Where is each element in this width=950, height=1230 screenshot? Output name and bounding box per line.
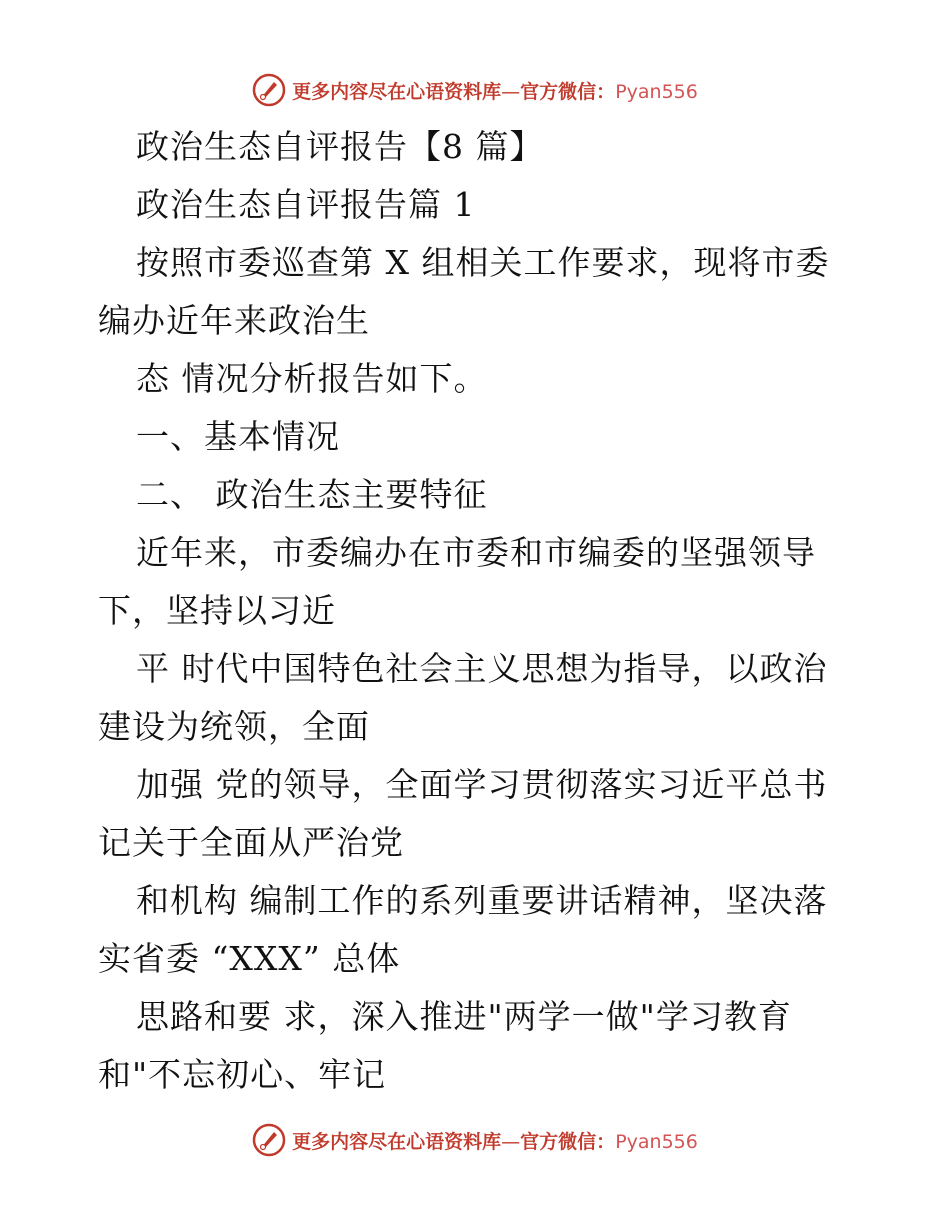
banner-text [292,1127,698,1154]
document-body [98,118,838,1104]
banner-wechat-label: 官方微信： [520,1130,616,1153]
paragraph-line: 按照市委巡查第 X 组相关工作要求，现将市委 [136,243,830,282]
banner-brand: 更多内容尽在心语资料库 [292,1130,502,1153]
banner-text [292,77,698,104]
header-banner [0,70,950,110]
paragraph-line: 记关于全面从严治党 [98,823,404,862]
paragraph-line: 思路和要 求，深入推进"两学一做"学习教育 [136,997,792,1036]
paragraph-line: 政治生态自评报告篇 1 [136,185,476,224]
banner-separator: — [501,80,521,103]
paragraph-line: 一、基本情况 [136,417,340,456]
paragraph-line: 二、 政治生态主要特征 [136,475,488,514]
footer-banner [0,1120,950,1160]
paragraph-line: 建设为统领，全面 [98,707,370,746]
banner-wechat-label: 官方微信： [520,80,616,103]
quill-logo-icon [252,1123,286,1157]
paragraph-line: 编办近年来政治生 [98,301,370,340]
banner-brand: 更多内容尽在心语资料库 [292,80,502,103]
banner-wechat-id: Pyan556 [615,1130,698,1153]
paragraph-line: 态 情况分析报告如下。 [136,359,488,398]
paragraph-line: 和机构 编制工作的系列重要讲话精神，坚决落 [136,881,828,920]
paragraph-line: 政治生态自评报告【8 篇】 [136,127,544,166]
banner-wechat-id: Pyan556 [615,80,698,103]
paragraph-line: 近年来，市委编办在市委和市编委的坚强领导 [136,533,816,572]
quill-logo-icon [252,73,286,107]
paragraph-line: 加强 党的领导，全面学习贯彻落实习近平总书 [136,765,828,804]
paragraph-line: 和"不忘初心、牢记 [98,1055,387,1094]
paragraph-line: 下，坚持以习近 [98,591,336,630]
paragraph-line: 平 时代中国特色社会主义思想为指导，以政治 [136,649,828,688]
banner-separator: — [501,1130,521,1153]
paragraph-line: 实省委 “XXX” 总体 [98,939,401,978]
